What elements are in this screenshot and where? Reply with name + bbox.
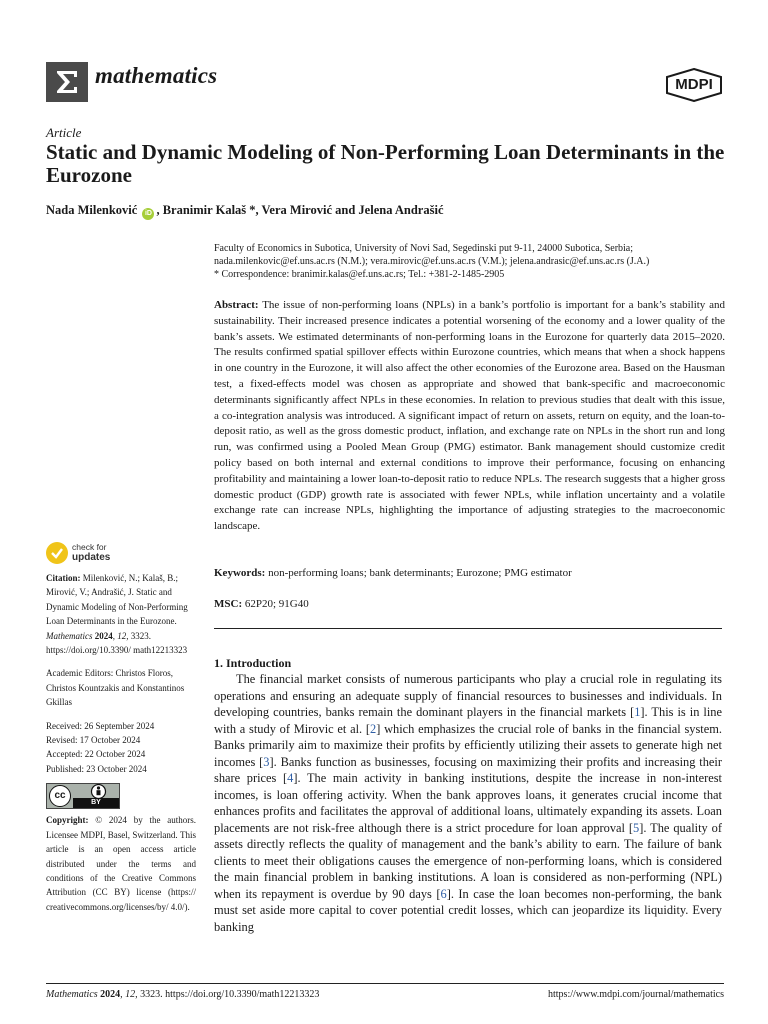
accepted-date: Accepted: 22 October 2024 <box>46 749 146 760</box>
orcid-icon[interactable]: iD <box>142 208 154 220</box>
footer-journal: Mathematics <box>46 989 98 1000</box>
author-first: Nada Milenković <box>46 203 138 217</box>
footer-citation <box>46 989 319 1000</box>
citation-doi[interactable]: 3323. https://doi.org/10.3390/ math12213323 <box>46 630 188 656</box>
journal-url[interactable]: https://www.mdpi.com/journal/mathematics <box>548 989 724 1000</box>
by-label: BY <box>73 798 119 808</box>
intro-seg: ]. The quality of assets directly reflects the quality of management and the bank’s ability to earn. The failure of bank clients to meet their obligations causes the emergence of non-performing loans, which is considered the main financial problem in banking institutions. A loan is considered as non-performing (NPL) when its repayment is overdue by 90 days [ <box>214 820 722 901</box>
keywords <box>214 567 725 579</box>
introduction-body <box>214 671 722 935</box>
footer-volume: , 12, <box>120 989 138 1000</box>
published-date: Published: 23 October 2024 <box>46 763 147 774</box>
msc-codes <box>214 598 725 610</box>
updates-label: updates <box>72 551 111 563</box>
intro-seg: ]. In case the loan becomes non-performing, the bank must set aside more capital to cover potential credit losses, which can jeopardize its liquidity. Every banking <box>214 886 722 934</box>
copyright-text: © 2024 by the authors. Licensee MDPI, Basel, Switzerland. This article is an open access article distributed under the terms and conditions of the Creative Commons Attribution (CC BY) license (https:// creativecommons.org/licenses/by/ 4.0/). <box>46 815 196 912</box>
abstract <box>214 298 725 535</box>
citation-link[interactable]: 2 <box>370 721 377 736</box>
footer-year: 2024 <box>97 989 121 1000</box>
intro-seg: ]. This is in line with a study of Mirovic et al. [ <box>214 705 722 736</box>
intro-seg: The financial market consists of numerous participants who play a crucial role in regulating its operations and ensuring an adequate supply of financial resources to businesses and individuals. In developing countries, banks remain the dominant players in the financial markets [ <box>214 672 722 719</box>
abstract-label: Abstract: <box>214 299 259 311</box>
intro-seg: ]. Banks function as businesses, focusing on maximizing their profits and increasing their share prices [ <box>214 754 722 785</box>
citation-journal: Mathematics <box>46 630 93 641</box>
article-type: Article <box>46 125 82 140</box>
copyright-label: Copyright: <box>46 815 89 826</box>
check-updates-icon <box>46 542 68 564</box>
citation-text: Milenković, N.; Kalaš, B.; Mirović, V.; Andrašić, J. Static and Dynamic Modeling of Non-Performing Loan Determinants in the Eurozone. <box>46 573 188 627</box>
journal-name: mathematics <box>95 63 218 88</box>
intro-seg: ]. The main activity in banking institutions, despite the increase in non-interest incomes, is loan offering activity. When the bank approves loans, it generates crucial income that enhances profits and facilitates the approval of additional loans, ultimately expanding its assets. Loan placements are not risk-free although there is a strict procedure for loan approval [ <box>214 771 722 835</box>
journal-logo <box>46 62 88 102</box>
sigma-icon <box>52 67 82 97</box>
citation-year: 2024 <box>92 630 113 641</box>
msc-text: 62P20; 91G40 <box>242 598 309 610</box>
cc-icon: cc <box>49 785 71 807</box>
intro-seg: ] which emphasizes the crucial role of banks in the financial system. Banks primarily aim to maximize their profits by efficiently utilizing their assets to generate high net incomes [ <box>214 721 722 769</box>
section-heading: 1. Introduction <box>214 656 292 670</box>
msc-label: MSC: <box>214 598 243 610</box>
footer-divider <box>46 983 724 984</box>
citation-link[interactable]: 5 <box>633 820 640 835</box>
copyright-notice <box>46 813 196 914</box>
author-rest: , Branimir Kalaš *, Vera Mirović and Jelena Andrašić <box>156 203 444 217</box>
keywords-label: Keywords: <box>214 567 266 579</box>
section-divider <box>214 628 722 629</box>
citation-link[interactable]: 4 <box>287 771 294 785</box>
affiliation-emails: nada.milenkovic@ef.uns.ac.rs (N.M.); vera.mirovic@ef.uns.ac.rs (V.M.); jelena.andrasic@ef.uns.ac.rs (J.A.) <box>214 256 650 267</box>
revised-date: Revised: 17 October 2024 <box>46 735 141 746</box>
received-date: Received: 26 September 2024 <box>46 720 155 731</box>
citation-label: Citation: <box>46 573 81 583</box>
check-for-updates-badge[interactable] <box>46 542 146 568</box>
academic-editors: Academic Editors: Christos Floros, Christos Kountzakis and Konstantinos Gkillas <box>46 668 185 708</box>
keywords-text: non-performing loans; bank determinants; Eurozone; PMG estimator <box>265 567 572 579</box>
affiliation-line: Faculty of Economics in Subotica, University of Novi Sad, Segedinski put 9-11, 24000 Subotica, Serbia; <box>214 243 634 254</box>
affiliation <box>214 242 726 281</box>
citation-link[interactable]: 3 <box>263 754 270 769</box>
correspondence: * Correspondence: branimir.kalas@ef.uns.ac.rs; Tel.: +381-2-1485-2905 <box>214 269 505 280</box>
citation-link[interactable]: 1 <box>634 705 641 719</box>
publisher-name: MDPI <box>675 76 713 93</box>
sidebar <box>46 571 196 914</box>
citation-link[interactable]: 6 <box>440 886 447 901</box>
citation-volume: , 12, <box>112 630 129 641</box>
footer-doi[interactable]: 3323. https://doi.org/10.3390/math12213323 <box>137 989 320 1000</box>
mdpi-logo <box>664 68 724 102</box>
author-list <box>46 203 444 220</box>
cc-by-license-badge[interactable] <box>46 783 120 809</box>
citation-block <box>46 571 196 657</box>
article-title: Static and Dynamic Modeling of Non-Performing Loan Determinants in the Eurozone <box>46 140 725 187</box>
abstract-text: The issue of non-performing loans (NPLs) in a bank’s portfolio is important for a bank’s stability and sustainability. Their increased presence indicates a potential worsening of the economy and a lower quality of the bank’s assets. We estimated determinants of non-performing loans in the Eurozone for quarterly data 2015–2020. The results confirmed spatial spillover effects within Eurozone countries, which means that when a shock happens in one country in the Eurozone, it will also affect the other economies of the Eurozone area. Based on the Hausman test, a fixed-effects model was chosen as appropriate and showed that bank-specific and macroeconomic determinants significantly affect NPLs in these economies. In relation to previous studies that dealt with this issue, a co-integration analysis was introduced. A significant impact of return on assets, return on equity, and the loan-to-deposit ratio, as well as the gross domestic product, inflation, and exchange rate on NPLs in the short run and long run, was confirmed using a Pooled Mean Group (PMG) estimator. Bank management should customize credit policy based on both internal and external conditions to improve their performance, focusing on enhancing profitability and maintaining a lower loan-to-deposit ratio to reduce NPLs. The research suggests that a higher gross domestic product (GDP) growth rate is associated with fewer NPLs, while inflation uncertainty and a volatile exchange rate can increase NPLs, highlighting the importance of adjusting strategies to the macroeconomic landscape. <box>214 299 725 533</box>
person-icon <box>89 784 108 799</box>
check-label: check for <box>72 542 107 552</box>
